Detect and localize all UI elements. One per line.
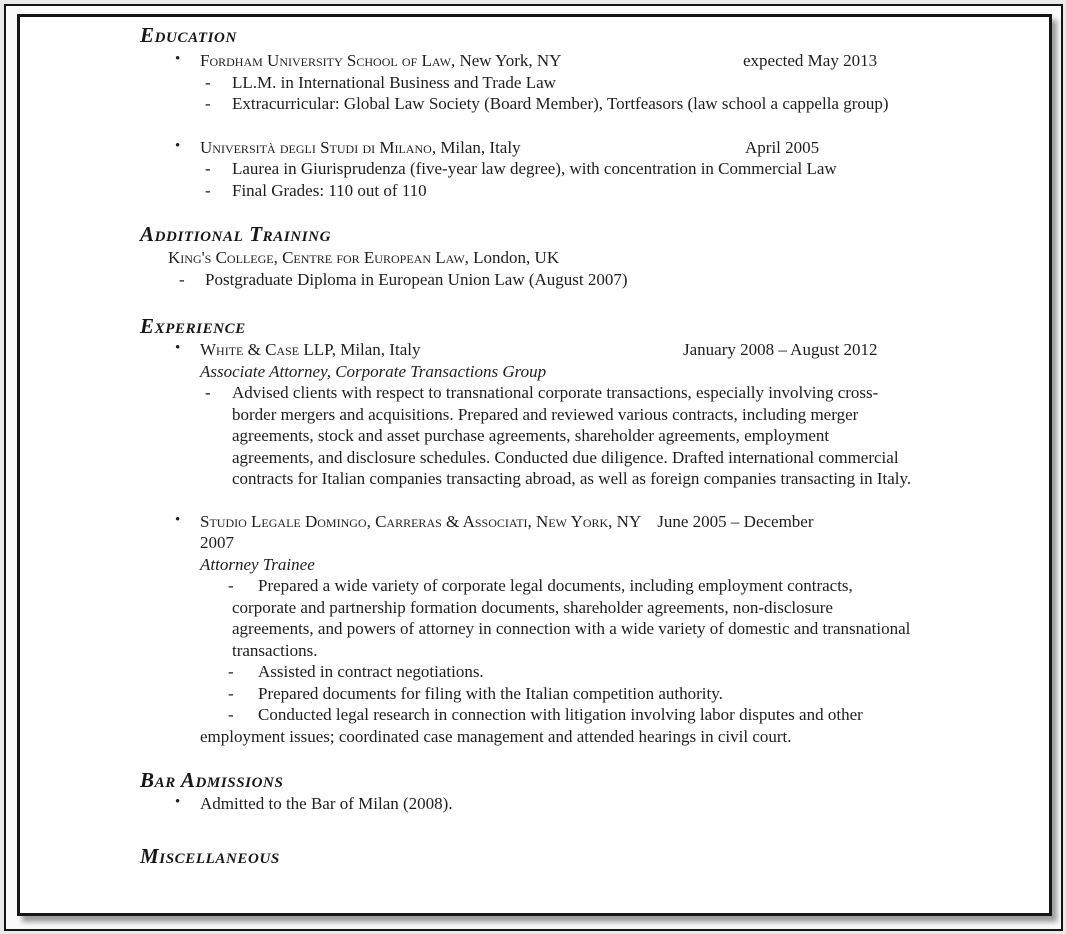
employer-suffix: LLP, Milan, Italy: [299, 340, 421, 359]
experience-detail: [228, 661, 912, 683]
job-title: Attorney Trainee: [200, 554, 315, 574]
dash-marker: -: [228, 662, 234, 681]
institution-name: King's College, Centre for European Law: [168, 248, 465, 267]
institution-location: , London, UK: [464, 248, 560, 267]
education-detail: [205, 180, 912, 202]
dash-marker: -: [205, 159, 211, 178]
entry-date-line1: June 2005 – December: [657, 511, 814, 531]
dash-marker: -: [205, 180, 211, 200]
bullet-marker: •: [175, 340, 181, 356]
experience-detail: [228, 575, 912, 661]
dash-marker: -: [205, 383, 211, 402]
section-heading-education: Education: [140, 23, 237, 47]
section-heading-bar-admissions: Bar Admissions: [140, 768, 284, 792]
section-heading-experience: Experience: [140, 314, 246, 338]
experience-entry-studio-legale: [175, 511, 918, 533]
bullet-marker: •: [175, 51, 181, 67]
experience-detail: [228, 683, 912, 705]
detail-text: Admitted to the Bar of Milan (2008).: [200, 794, 453, 813]
section-heading-additional-training: Additional Training: [140, 222, 332, 246]
dash-marker: -: [205, 94, 211, 113]
outer-border-frame: [4, 4, 1063, 931]
bullet-marker: •: [175, 137, 181, 154]
experience-detail: [200, 704, 922, 747]
education-detail: [205, 72, 912, 94]
entry-date-line2: 2007: [200, 533, 234, 552]
entry-date: January 2008 – August 2012: [683, 340, 878, 359]
resume-page: [17, 14, 1052, 916]
dash-marker: -: [228, 705, 234, 724]
dash-marker: -: [205, 72, 211, 92]
dash-marker: -: [228, 576, 234, 595]
education-detail: [205, 93, 912, 115]
employer-name: White & Case: [200, 340, 300, 359]
employer-name: Studio Legale Domingo, Carreras & Associati, New York, NY: [200, 511, 642, 531]
school-name: Università degli Studi di Milano: [200, 137, 432, 157]
detail-text: Prepared a wide variety of corporate legal documents, including employment contracts, corporate and partnership formation documents, shareholder agreements, non-disclosure agreements, and powers of attorney in connection with a wide variety of domestic and transnational transactions.: [232, 576, 911, 660]
detail-text: Laurea in Giurisprudenza (five-year law degree), with concentration in Commercial Law: [232, 159, 837, 178]
experience-entry-white-case: [175, 339, 918, 361]
entry-date: expected May 2013: [743, 51, 878, 70]
detail-text: Conducted legal research in connection with litigation involving labor disputes and other employment issues; coordinated case management and attended hearings in civil court.: [200, 705, 863, 746]
detail-text: LL.M. in International Business and Trade Law: [232, 72, 556, 92]
education-entry-milano: [175, 137, 918, 159]
detail-text: Extracurricular: Global Law Society (Board Member), Tortfeasors (law school a cappella group): [232, 94, 889, 113]
detail-text: Assisted in contract negotiations.: [258, 662, 484, 681]
school-location: , New York, NY: [450, 51, 562, 70]
section-heading-miscellaneous: Miscellaneous: [140, 843, 280, 868]
school-location: , Milan, Italy: [431, 137, 521, 157]
resume-content: [20, 17, 1049, 913]
school-name: Fordham University School of Law: [200, 51, 451, 70]
bullet-marker: •: [175, 511, 181, 528]
dash-marker: -: [228, 683, 234, 703]
detail-text: Advised clients with respect to transnational corporate transactions, especially involving cross-border mergers and acquisitions. Prepared and reviewed various contracts, including merger agreements, stock and asset purchase agreements, shareholder agreements, employment agreements, and disclosure schedules. Conducted due diligence. Drafted international commercial contracts for Italian companies transacting abroad, as well as foreign companies transacting in Italy.: [232, 383, 912, 488]
detail-text: Final Grades: 110 out of 110: [232, 180, 427, 200]
education-entry-fordham: [175, 50, 918, 72]
training-detail: [179, 269, 912, 291]
job-title: Associate Attorney, Corporate Transactions Group: [200, 361, 547, 381]
dash-marker: -: [179, 269, 185, 289]
education-detail: [205, 158, 912, 180]
bar-admission-item: [175, 793, 918, 815]
experience-detail: [205, 382, 912, 490]
detail-text: Postgraduate Diploma in European Union Law (August 2007): [205, 269, 628, 289]
entry-date: April 2005: [745, 137, 820, 157]
bullet-marker: •: [175, 794, 181, 810]
training-institution-line: [168, 247, 1049, 269]
detail-text: Prepared documents for filing with the Italian competition authority.: [258, 683, 723, 703]
